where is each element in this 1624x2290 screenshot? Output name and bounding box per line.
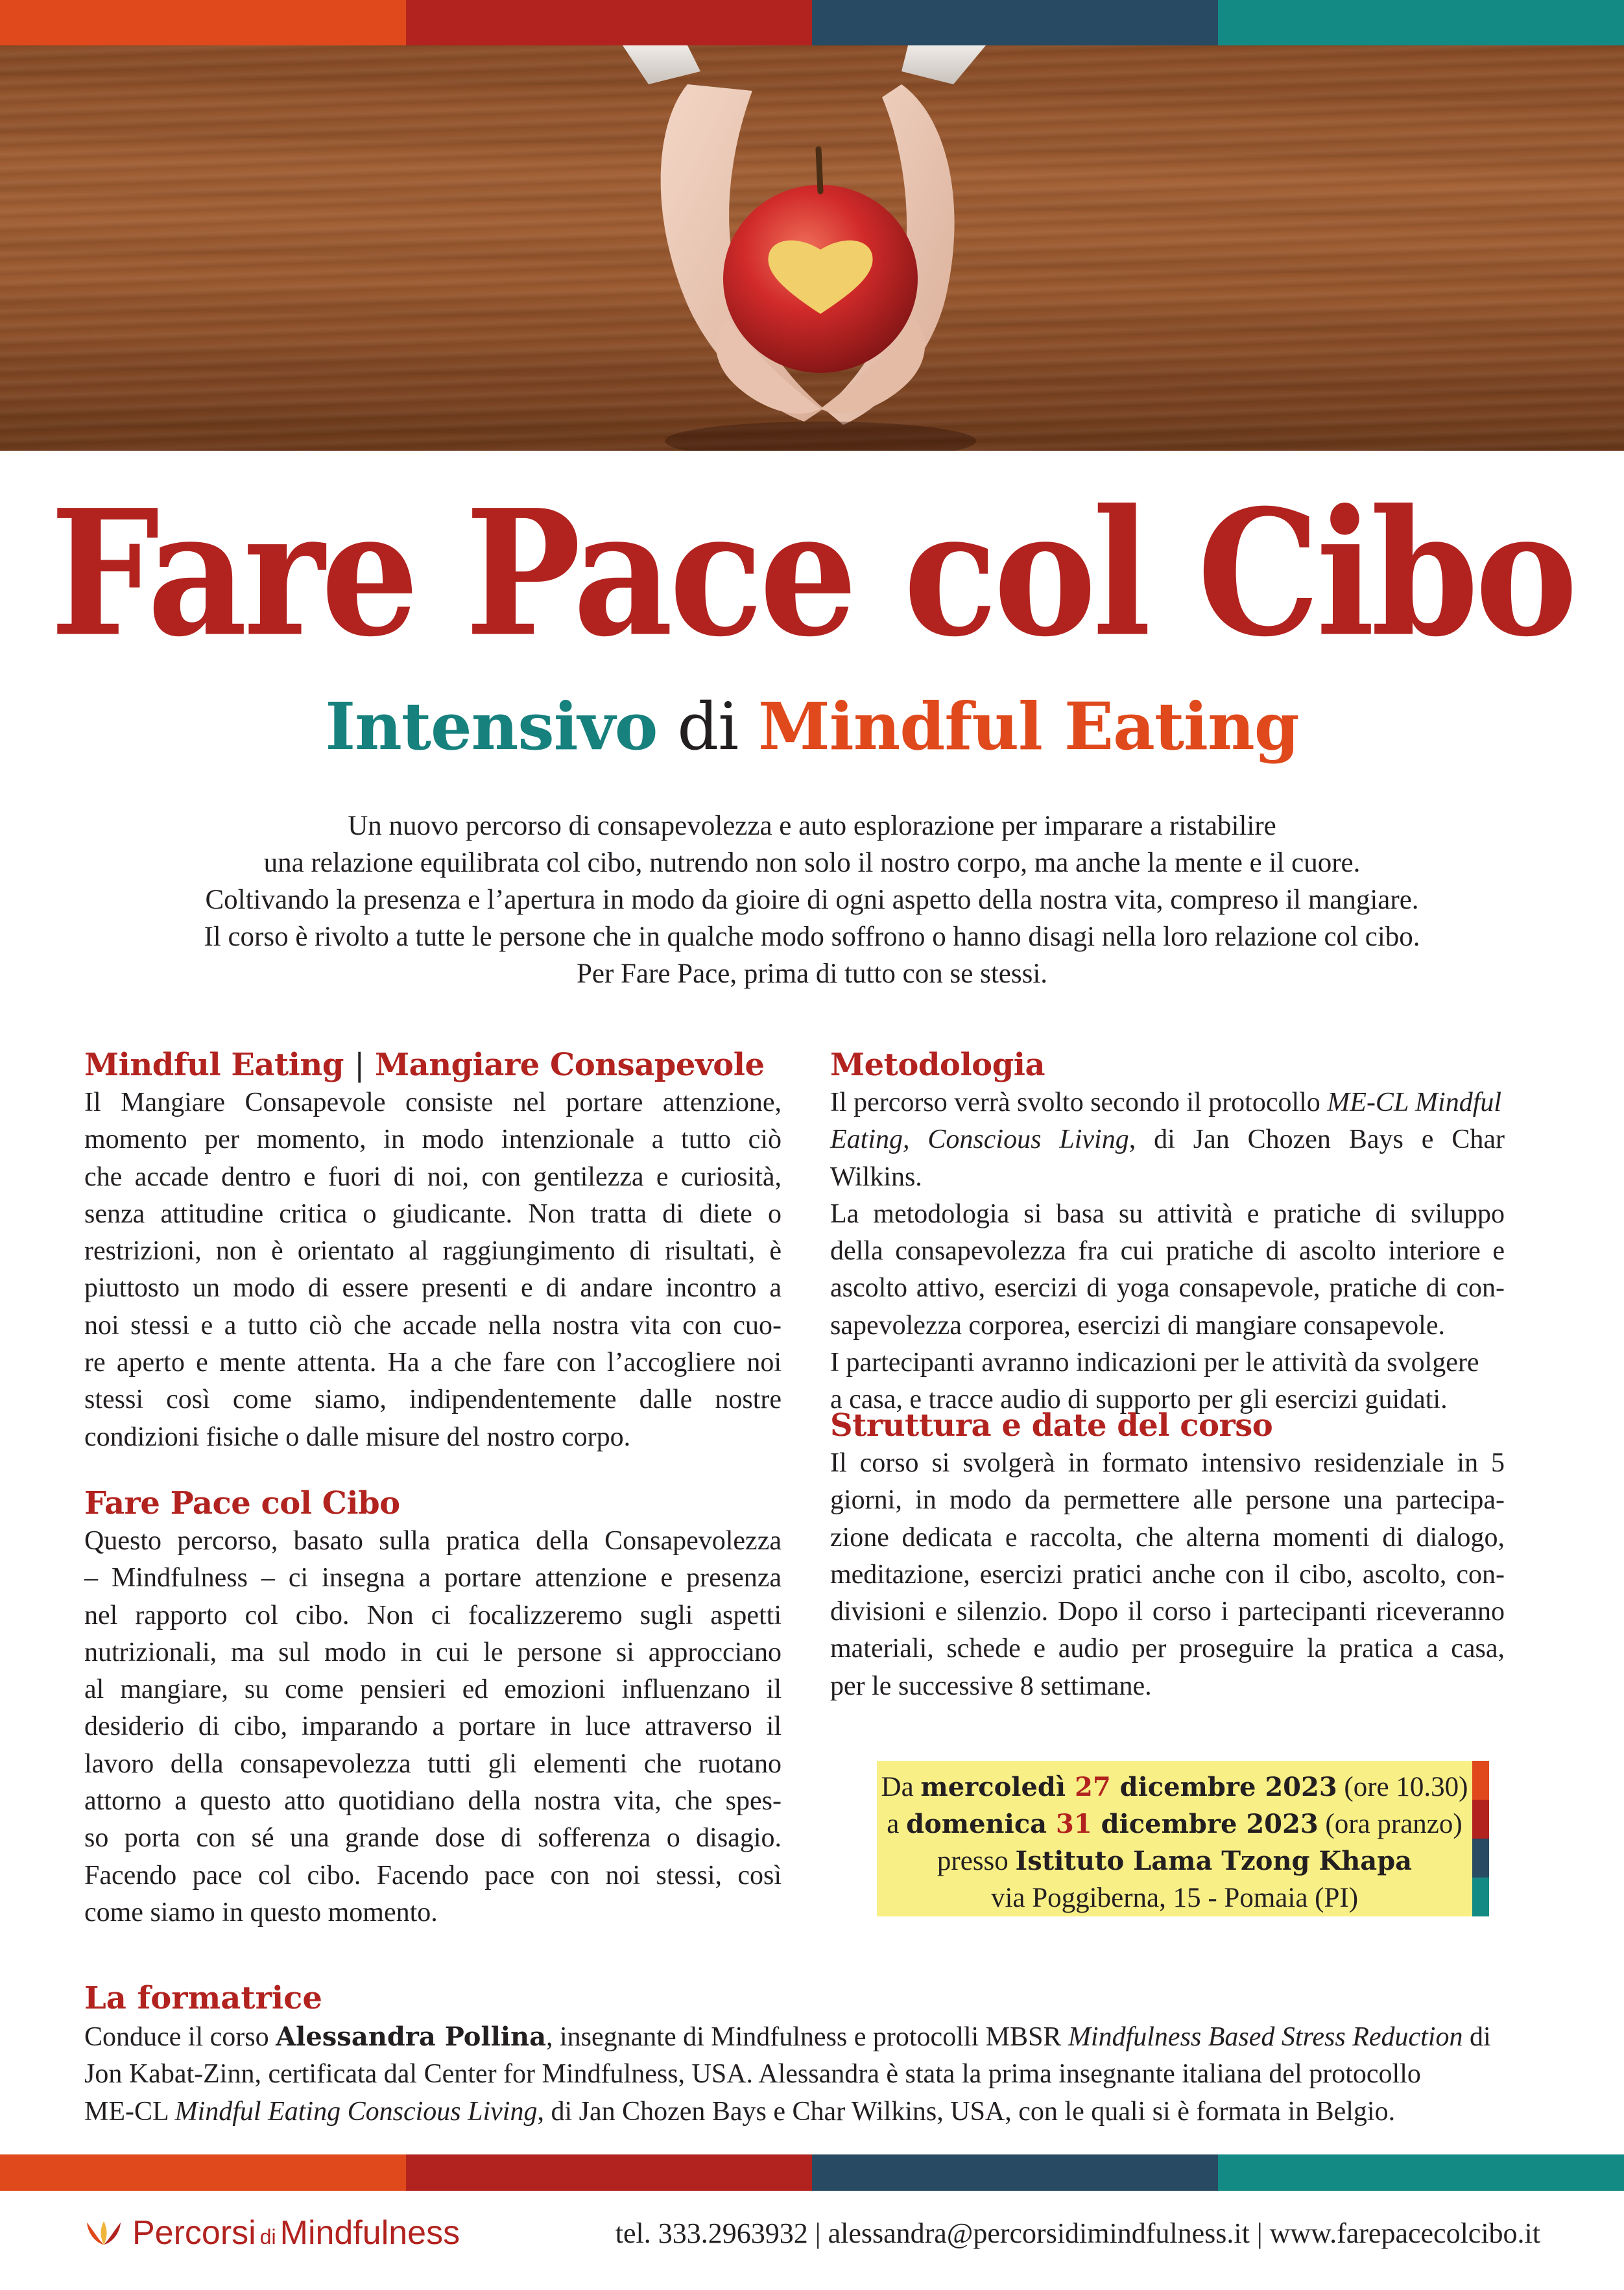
stripe-red — [406, 2154, 812, 2191]
body-line: come siamo in questo momento. — [84, 1897, 438, 1927]
section-body — [84, 1523, 782, 1931]
brand-logo — [84, 2213, 460, 2252]
body-line: condizioni fisiche o dalle misure del nostro corpo. — [84, 1422, 631, 1452]
section-fare-pace — [84, 1484, 782, 1931]
text-run: , di Jan Chozen Bays e Char Wilkins. — [830, 1125, 1505, 1192]
body-line: I partecipanti avranno indicazioni per le attività da svolgere — [830, 1348, 1479, 1378]
body-line: materiali, schede e audio per proseguire la pratica a casa, — [830, 1634, 1505, 1664]
text-run: Conduce il corso — [84, 2022, 276, 2052]
bar-red — [1472, 1800, 1489, 1839]
body-line: sapevolezza corporea, esercizi di mangiare consapevole. — [830, 1310, 1445, 1341]
text-run: di — [1463, 2022, 1491, 2052]
text-run: Il percorso verrà svolto secondo il protocollo — [830, 1088, 1328, 1117]
body-line: restrizioni, non è orientato al raggiungimento di risultati, è — [84, 1236, 782, 1267]
body-line: attorno a questo atto quotidiano della nostra vita, che spes- — [84, 1786, 782, 1817]
body-line: momento per momento, in modo intenzionale a tutto ciò — [84, 1125, 782, 1155]
section-heading: Fare Pace col Cibo — [84, 1485, 400, 1521]
italic-run: ME-CL Mindful — [1327, 1088, 1502, 1117]
section-body — [830, 1084, 1505, 1419]
section-heading — [84, 1045, 782, 1084]
section-heading: Metodologia — [830, 1047, 1045, 1083]
body-line: lavoro della consapevolezza tutti gli elementi che ruotano — [84, 1748, 782, 1779]
day-number: 31 — [1056, 1809, 1092, 1839]
section-mindful-eating — [84, 1045, 782, 1456]
section-struttura — [830, 1406, 1505, 1705]
hero-photo — [0, 45, 1624, 451]
brand-word: Mindfulness — [280, 2214, 460, 2252]
italic-run: Mindfulness Based Stress Reduction — [1068, 2022, 1463, 2052]
text-run: , insegnante di Mindfulness e protocolli MBSR — [545, 2022, 1068, 2052]
body-line: Questo percorso, basato sulla pratica della Consapevolezza — [84, 1526, 782, 1556]
body-line: Il Mangiare Consapevole consiste nel portare attenzione, — [84, 1088, 782, 1117]
body-line: della consapevolezza fra cui pratiche di ascolto interiore e — [830, 1236, 1505, 1267]
weekday: mercoledì — [920, 1772, 1075, 1802]
stripe-teal — [1218, 2154, 1624, 2191]
italic-run: Eating, Conscious Living — [830, 1125, 1129, 1155]
month-year: dicembre 2023 — [1110, 1772, 1337, 1802]
brand-word: Percorsi — [132, 2214, 256, 2252]
trainer-line: Jon Kabat-Zinn, certificata dal Center for Mindfulness, USA. Alessandra è stata la prima insegnante italiana del protocollo — [84, 2059, 1421, 2090]
heading-separator: | — [354, 1047, 364, 1083]
intro-line: Coltivando la presenza e l’apertura in modo da gioire di ogni aspetto della nostra vita, compreso il mangiare. — [205, 885, 1419, 915]
body-line: desiderio di cibo, imparando a portare in luce attraverso il — [84, 1712, 782, 1742]
bar-orange — [1472, 1761, 1489, 1800]
body-line: Facendo pace col cibo. Facendo pace con noi stessi, così — [84, 1860, 782, 1890]
body-line: meditazione, esercizi pratici anche con il cibo, ascolto, con- — [830, 1559, 1505, 1590]
lotus-logo-icon — [84, 2219, 123, 2247]
day-number: 27 — [1075, 1772, 1111, 1802]
text-run: ME-CL — [84, 2096, 175, 2127]
page-title: Fare Pace col Cibo — [50, 472, 1574, 676]
body-line: per le successive 8 settimane. — [830, 1671, 1152, 1701]
text-run: Da — [881, 1772, 921, 1802]
bar-navy — [1472, 1839, 1489, 1878]
intro-paragraph — [97, 807, 1527, 992]
time-note: (ora pranzo) — [1318, 1809, 1463, 1839]
date-end — [877, 1806, 1472, 1843]
trainer-line — [84, 2093, 1540, 2130]
intro-line: Il corso è rivolto a tutte le persone che in qualche modo soffrono o hanno disagi nella loro relazione col cibo. — [204, 922, 1420, 952]
body-line: zione dedicata e raccolta, che alterna momenti di dialogo, — [830, 1522, 1505, 1553]
section-metodologia — [830, 1045, 1505, 1419]
body-line: a casa, e tracce audio di supporto per gli esercizi guidati. — [830, 1385, 1448, 1415]
dates-color-bar — [1472, 1761, 1489, 1916]
bottom-color-stripe — [0, 2154, 1624, 2191]
intro-line: Per Fare Pace, prima di tutto con se stessi. — [576, 959, 1048, 989]
weekday: domenica — [906, 1809, 1057, 1839]
trainer-name: Alessandra Pollina — [276, 2022, 546, 2052]
italic-run: Mindful Eating Conscious Living — [174, 2096, 538, 2127]
section-body — [84, 1084, 782, 1456]
time-note: (ore 10.30) — [1337, 1772, 1468, 1802]
venue-name: Istituto Lama Tzong Khapa — [1015, 1846, 1413, 1876]
body-line: – Mindfulness – ci insegna a portare attenzione e presenza — [84, 1563, 782, 1593]
body-line: noi stessi e a tutto ciò che accade nella nostra vita con cuo- — [84, 1310, 782, 1341]
heading-part: Mindful Eating — [84, 1047, 344, 1083]
date-start — [877, 1769, 1472, 1806]
body-line: so porta con sé una grande dose di sofferenza o disagio. — [84, 1823, 782, 1854]
body-line: piuttosto un modo di essere presenti e di andare incontro a — [84, 1273, 782, 1304]
intro-line: Un nuovo percorso di consapevolezza e auto esplorazione per imparare a ristabilire — [348, 811, 1276, 841]
stripe-navy — [812, 0, 1218, 45]
brand-di: di — [259, 2224, 276, 2248]
subtitle-intensivo: Intensivo — [325, 688, 658, 765]
venue — [877, 1843, 1472, 1879]
heading-part: Mangiare Consapevole — [374, 1047, 765, 1083]
body-line: giorni, in modo da permettere alle persone una partecipa- — [830, 1485, 1505, 1516]
stripe-orange — [0, 2154, 406, 2191]
body-line: La metodologia si basa su attività e pratiche di sviluppo — [830, 1199, 1505, 1229]
stripe-orange — [0, 0, 406, 45]
body-line: re aperto e mente attenta. Ha a che fare con l’accogliere noi — [84, 1348, 782, 1378]
stripe-navy — [812, 2154, 1218, 2191]
footer — [84, 2210, 1540, 2256]
subtitle-mindful-eating: Mindful Eating — [758, 688, 1299, 765]
venue-address: via Poggiberna, 15 - Pomaia (PI) — [990, 1883, 1359, 1913]
body-line: nutrizionali, ma sul modo in cui le persone si approcciano — [84, 1637, 782, 1667]
intro-line: una relazione equilibrata col cibo, nutrendo non solo il nostro corpo, ma anche la mente e il cuore. — [263, 848, 1361, 878]
body-line: senza attitudine critica o giudicante. Non tratta di diete o — [84, 1199, 782, 1229]
text-run: , di Jan Chozen Bays e Char Wilkins, USA, con le quali si è formata in Belgio. — [537, 2096, 1396, 2127]
body-line: stessi così come siamo, indipendentemente dalle nostre — [84, 1385, 782, 1415]
body-line — [830, 1084, 1505, 1121]
hands-apple-illustration — [0, 45, 1624, 451]
bar-teal — [1472, 1878, 1489, 1916]
top-color-stripe — [0, 0, 1624, 45]
stripe-red — [406, 0, 812, 45]
body-line: che accade dentro e fuori di noi, con gentilezza e curiosità, — [84, 1162, 782, 1192]
dates-box — [877, 1761, 1472, 1916]
text-run: a — [887, 1809, 907, 1839]
section-heading: La formatrice — [84, 1980, 322, 2016]
body-line: al mangiare, su come pensieri ed emozioni influenzano il — [84, 1675, 782, 1705]
contact-info: tel. 333.2963932 | alessandra@percorsidimindfulness.it | www.farepacecolcibo.it — [615, 2217, 1540, 2249]
stripe-teal — [1218, 0, 1624, 45]
text-run: presso — [937, 1846, 1016, 1876]
section-body — [830, 1445, 1505, 1705]
body-line — [830, 1121, 1505, 1196]
subtitle-di: di — [677, 689, 739, 765]
body-line: nel rapporto col cibo. Non ci focalizzeremo sugli aspetti — [84, 1600, 782, 1630]
body-line: ascolto attivo, esercizi di yoga consapevole, pratiche di con- — [830, 1273, 1505, 1304]
section-trainer — [84, 1978, 1540, 2130]
month-year: dicembre 2023 — [1092, 1809, 1319, 1839]
body-line: divisioni e silenzio. Dopo il corso i partecipanti riceveranno — [830, 1597, 1505, 1627]
body-line: Il corso si svolgerà in formato intensivo residenziale in 5 — [830, 1448, 1505, 1478]
trainer-line — [84, 2018, 1540, 2056]
page-subtitle — [0, 687, 1624, 766]
section-heading: Struttura e date del corso — [830, 1407, 1273, 1444]
